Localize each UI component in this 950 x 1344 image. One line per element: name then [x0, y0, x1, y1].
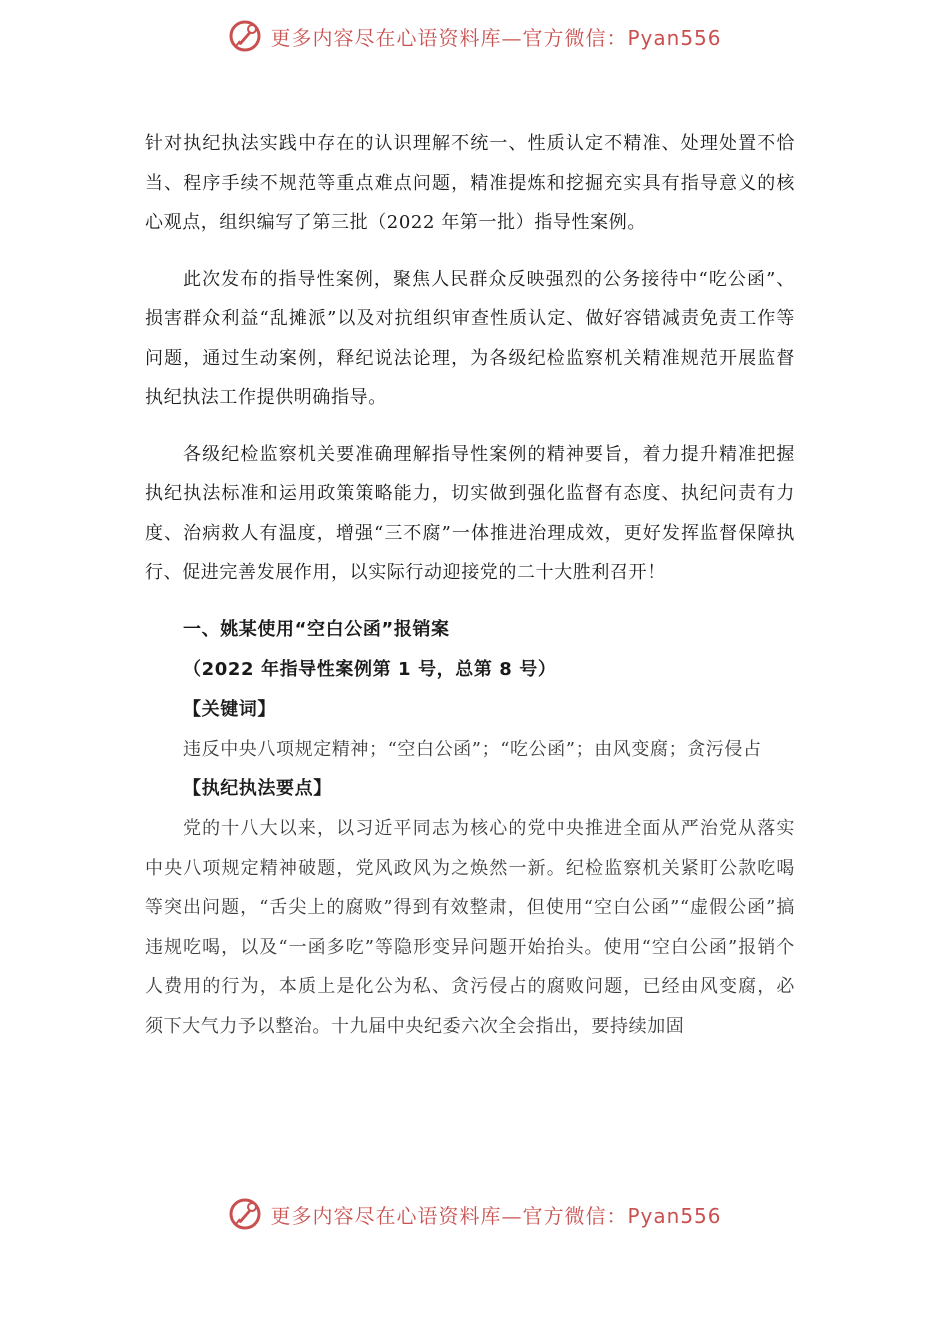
- watermark-text-cn: 更多内容尽在心语资料库—官方微信：: [270, 25, 628, 50]
- key-points-text: 党的十八大以来，以习近平同志为核心的党中央推进全面从严治党从落实中央八项规定精神破题，党风政风为之焕然一新。纪检监察机关紧盯公款吃喝等突出问题，“舌尖上的腐败”得到有效整肃，但使用“空白公函”“虚假公函”搞违规吃喝，以及“一函多吃”等隐形变异问题开始抬头。使用“空白公函”报销个人费用的行为，本质上是化公为私、贪污侵占的腐败问题，已经由风变腐，必须下大气力予以整治。十九届中央纪委六次全会指出，要持续加固: [145, 818, 795, 1037]
- case-title: 一、姚某使用“空白公函”报销案: [183, 618, 450, 640]
- header-watermark: [0, 16, 950, 56]
- watermark-wechat-id: Pyan556: [627, 25, 722, 50]
- footer-watermark-text: [270, 1200, 721, 1229]
- header-watermark-text: [270, 22, 721, 51]
- watermark-text-cn: 更多内容尽在心语资料库—官方微信：: [270, 1203, 628, 1228]
- keywords-label: 【关键词】: [183, 698, 276, 720]
- paragraph-cases-focus: 此次发布的指导性案例，聚焦人民群众反映强烈的公务接待中“吃公函”、损害群众利益“乱摊派”以及对抗组织审查性质认定、做好容错减责免责工作等问题，通过生动案例，释纪说法论理，为各级纪检监察机关精准规范开展监督执纪执法工作提供明确指导。: [145, 268, 795, 408]
- keywords-text: 违反中央八项规定精神；“空白公函”；“吃公函”；由风变腐；贪污侵占: [183, 738, 762, 760]
- footer-watermark: [0, 1194, 950, 1234]
- watermark-wechat-id: Pyan556: [627, 1203, 722, 1228]
- paragraph-intro-continued: 针对执纪执法实践中存在的认识理解不统一、性质认定不精准、处理处置不恰当、程序手续不规范等重点难点问题，精准提炼和挖掘充实具有指导意义的核心观点，组织编写了第三批（2022 年第一批）指导性案例。: [145, 133, 795, 233]
- quill-circle-logo-icon: [228, 19, 262, 53]
- case-number: （2022 年指导性案例第 1 号，总第 8 号）: [183, 658, 557, 680]
- key-points-label: 【执纪执法要点】: [183, 778, 332, 799]
- quill-circle-logo-icon: [228, 1197, 262, 1231]
- document-body: [145, 124, 795, 1046]
- paragraph-requirements: 各级纪检监察机关要准确理解指导性案例的精神要旨，着力提升精准把握执纪执法标准和运用政策策略能力，切实做到强化监督有态度、执纪问责有力度、治病救人有温度，增强“三不腐”一体推进治理成效，更好发挥监督保障执行、促进完善发展作用，以实际行动迎接党的二十大胜利召开！: [145, 443, 795, 583]
